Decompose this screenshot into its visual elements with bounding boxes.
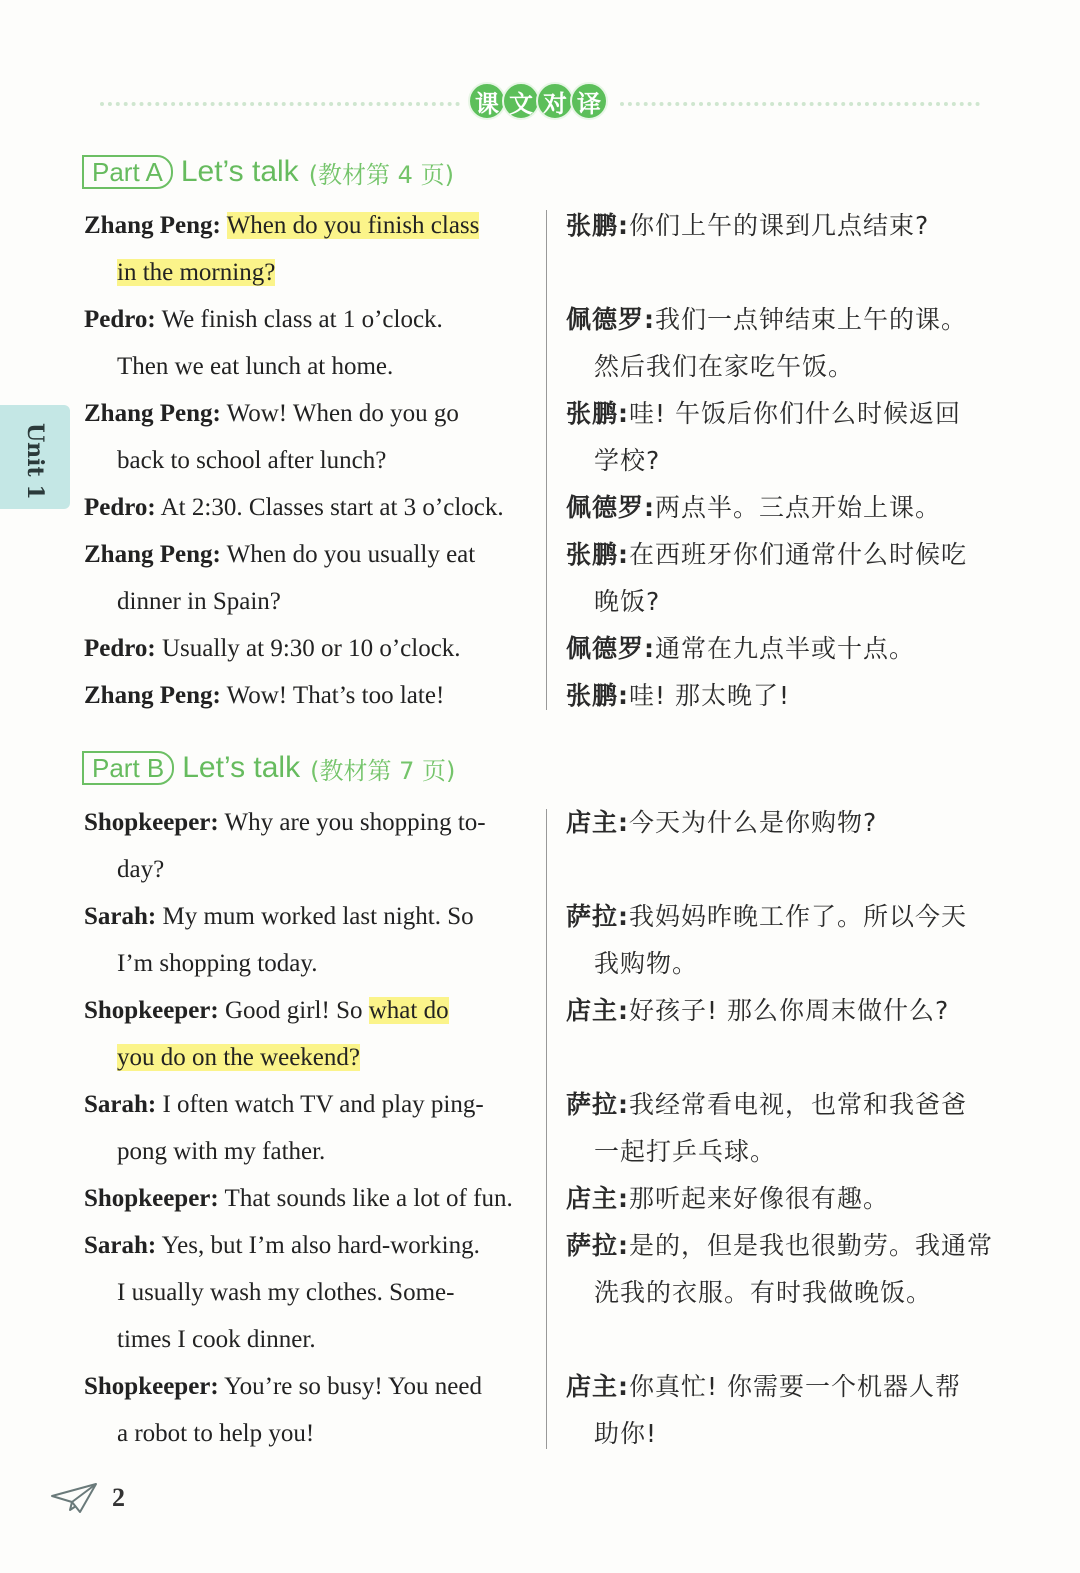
chinese-text-cont: 然后我们在家吃午饭。 [594,352,855,381]
speaker-en: Shopkeeper: [84,809,219,836]
speaker-zh: 店主: [566,1184,629,1213]
banner-title [468,82,604,120]
speaker-zh: 萨拉: [566,1090,629,1119]
speaker-zh: 店主: [566,808,629,837]
speaker-en: Pedro: [84,306,156,333]
speaker-en: Sarah: [84,903,157,930]
english-text: Good girl! So [224,997,369,1024]
speaker-zh: 佩德罗: [566,305,655,334]
chinese-text: 你真忙! 你需要一个机器人帮 [629,1372,961,1401]
banner-char: 对 [536,82,574,120]
speaker-zh: 萨拉: [566,1231,629,1260]
speaker-en: Shopkeeper: [84,1373,219,1400]
english-text: When do you usually eat [226,541,476,568]
english-text: I often watch TV and play ping- [162,1091,484,1118]
part-label: Part A [82,155,173,189]
speaker-en: Zhang Peng: [84,541,221,568]
english-text: You’re so busy! You need [224,1373,482,1400]
section-title: Let’s talk [180,155,299,188]
speaker-zh: 店主: [566,996,629,1025]
english-text-cont: a robot to help you! [117,1420,315,1447]
chinese-text-cont: 学校? [594,446,661,475]
page-reference: (教材第 4 页) [308,160,454,189]
english-text-cont: Then we eat lunch at home. [117,353,394,380]
column-divider [546,809,547,1449]
speaker-en: Shopkeeper: [84,1185,219,1212]
english-text-cont: day? [117,856,165,883]
english-text-highlight: what do [368,997,449,1024]
chinese-text: 今天为什么是你购物? [629,808,878,837]
english-text-cont: in the morning? [117,259,276,286]
english-text: Wow! When do you go [226,400,459,427]
page-reference: (教材第 7 页) [310,756,456,785]
section-heading-b [82,750,455,786]
page-footer [50,1480,125,1516]
english-text: That sounds like a lot of fun. [224,1185,513,1212]
column-divider [546,210,547,710]
english-text-cont: I usually wash my clothes. Some- [117,1279,455,1306]
chinese-text: 我妈妈昨晚工作了。所以今天 [629,902,968,931]
speaker-en: Pedro: [84,494,156,521]
page-number: 2 [112,1483,125,1512]
speaker-zh: 张鹏: [566,211,629,240]
chinese-text: 你们上午的课到几点结束? [629,211,930,240]
speaker-zh: 张鹏: [566,540,629,569]
section-heading-a [82,154,454,190]
section-banner [100,80,980,126]
banner-char: 译 [570,82,608,120]
english-text: Yes, but I’m also hard-working. [161,1232,480,1259]
chinese-text: 我经常看电视，也常和我爸爸 [629,1090,968,1119]
english-text: At 2:30. Classes start at 3 o’clock. [160,494,504,521]
speaker-zh: 萨拉: [566,902,629,931]
speaker-en: Sarah: [84,1232,157,1259]
speaker-en: Sarah: [84,1091,157,1118]
speaker-en: Shopkeeper: [84,997,219,1024]
chinese-text-cont: 助你! [594,1419,658,1448]
chinese-text: 我们一点钟结束上午的课。 [655,305,968,334]
chinese-text: 好孩子! 那么你周末做什么? [629,996,950,1025]
chinese-text: 两点半。三点开始上课。 [655,493,942,522]
section-title: Let’s talk [182,751,301,784]
paper-plane-icon [50,1480,98,1516]
chinese-text: 通常在九点半或十点。 [655,634,916,663]
chinese-text: 是的，但是我也很勤劳。我通常 [629,1231,994,1260]
english-text-cont: times I cook dinner. [117,1326,316,1353]
speaker-en: Zhang Peng: [84,212,221,239]
dotted-divider [100,102,460,106]
chinese-text: 那听起来好像很有趣。 [629,1184,890,1213]
english-text-cont: I’m shopping today. [117,950,318,977]
english-text: Usually at 9:30 or 10 o’clock. [162,635,461,662]
speaker-en: Zhang Peng: [84,682,221,709]
part-label: Part B [82,751,174,785]
banner-char: 课 [468,82,506,120]
chinese-text: 哇! 午饭后你们什么时候返回 [629,399,961,428]
speaker-zh: 店主: [566,1372,629,1401]
speaker-zh: 佩德罗: [566,634,655,663]
chinese-text-cont: 洗我的衣服。有时我做晚饭。 [594,1278,933,1307]
speaker-zh: 张鹏: [566,399,629,428]
english-text-cont: back to school after lunch? [117,447,387,474]
english-text-cont: pong with my father. [117,1138,326,1165]
english-text: My mum worked last night. So [162,903,474,930]
english-text-cont: you do on the weekend? [117,1044,360,1071]
dotted-divider [620,102,980,106]
speaker-zh: 佩德罗: [566,493,655,522]
speaker-en: Pedro: [84,635,156,662]
chinese-text-cont: 我购物。 [594,949,699,978]
chinese-text-cont: 晚饭? [594,587,661,616]
english-text: When do you finish class [226,212,480,239]
english-text: We finish class at 1 o’clock. [161,306,443,333]
speaker-en: Zhang Peng: [84,400,221,427]
banner-char: 文 [502,82,540,120]
chinese-text: 在西班牙你们通常什么时候吃 [629,540,968,569]
english-text: Why are you shopping to- [224,809,486,836]
chinese-text-cont: 一起打乒乓球。 [594,1137,777,1166]
chinese-text: 哇! 那太晚了! [629,681,790,710]
english-text-cont: dinner in Spain? [117,588,281,615]
speaker-zh: 张鹏: [566,681,629,710]
unit-label: Unit 1 [22,423,48,500]
english-text: Wow! That’s too late! [226,682,445,709]
unit-tab [0,405,70,509]
